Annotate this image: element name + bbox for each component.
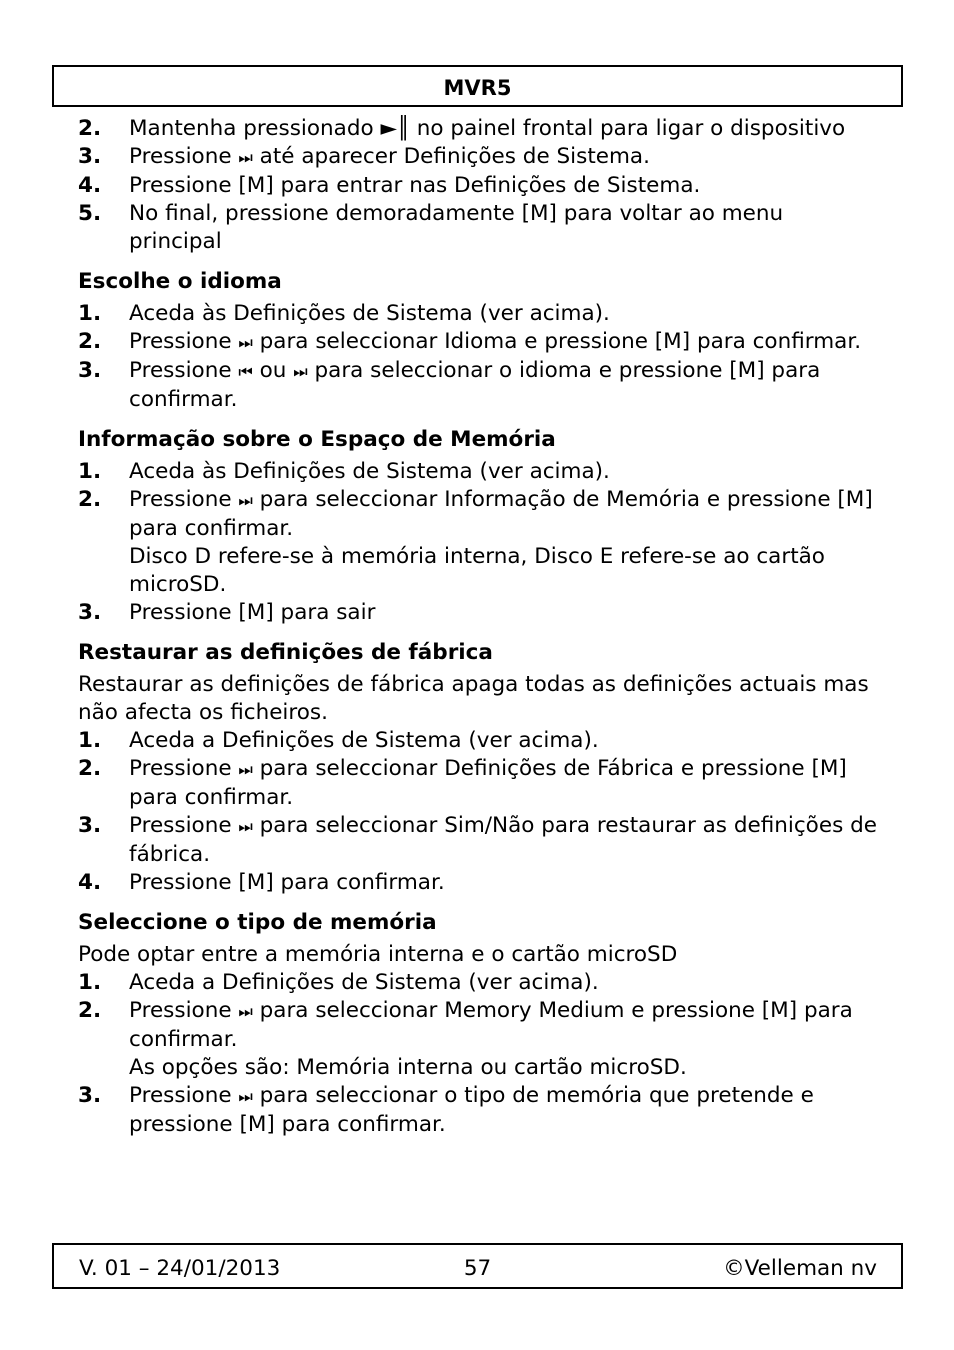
memory-type-steps-list xyxy=(78,969,878,1139)
list-item: 2. Mantenha pressionado ►║ no painel frontal para ligar o dispositivo xyxy=(78,116,846,141)
next-track-icon: ⏭ xyxy=(238,817,253,836)
list-item: 1. Aceda às Definições de Sistema (ver acima). xyxy=(78,301,610,326)
page-header xyxy=(52,65,903,107)
section-intro: Pode optar entre a memória interna e o cartão microSD xyxy=(78,942,678,967)
copyright: ©Velleman nv xyxy=(723,1256,877,1281)
next-track-icon: ⏭ xyxy=(238,148,253,167)
list-item: 1. Aceda às Definições de Sistema (ver acima). xyxy=(78,459,610,484)
model-title: MVR5 xyxy=(443,76,512,100)
section-intro: Restaurar as definições de fábrica apaga todas as definições actuais mas não afecta os ficheiros. xyxy=(78,672,869,725)
step-number: 3. xyxy=(78,813,102,838)
list-item: 3. Pressione ⏭ para seleccionar o tipo de memória que pretende e pressione [M] para confirmar. xyxy=(78,1083,814,1137)
step-number: 3. xyxy=(78,1083,102,1108)
step-number: 2. xyxy=(78,116,102,141)
list-item: 1. Aceda a Definições de Sistema (ver acima). xyxy=(78,970,599,995)
step-number: 3. xyxy=(78,144,102,169)
step-number: 1. xyxy=(78,301,102,326)
step-number: 2. xyxy=(78,998,102,1023)
section-heading-language: Escolhe o idioma xyxy=(78,269,282,294)
list-item: 3. Pressione ⏮ ou ⏭ para seleccionar o idioma e pressione [M] para confirmar. xyxy=(78,358,821,412)
list-item: 5. No final, pressione demoradamente [M] para voltar ao menu principal xyxy=(78,201,784,254)
list-item: 2. Pressione ⏭ para seleccionar Idioma e pressione [M] para confirmar. xyxy=(78,329,862,354)
step-number: 1. xyxy=(78,459,102,484)
list-item: 3. Pressione [M] para sair xyxy=(78,600,376,625)
list-item: 1. Aceda a Definições de Sistema (ver acima). xyxy=(78,728,599,753)
next-track-icon: ⏭ xyxy=(238,1087,253,1106)
next-track-icon: ⏭ xyxy=(293,362,308,381)
play-pause-icon: ►║ xyxy=(380,116,410,141)
list-item: 2. Pressione ⏭ para seleccionar Memory Medium e pressione [M] para confirmar. As opções são: Memória interna ou cartão microSD. xyxy=(78,997,878,1082)
list-item: 4. Pressione [M] para entrar nas Definições de Sistema. xyxy=(78,173,701,198)
memory-info-steps-list xyxy=(78,458,878,627)
section-heading-memory-info: Informação sobre o Espaço de Memória xyxy=(78,427,556,452)
step-number: 4. xyxy=(78,870,102,895)
next-track-icon: ⏭ xyxy=(238,760,253,779)
section-heading-memory-type: Seleccione o tipo de memória xyxy=(78,910,437,935)
list-item: 4. Pressione [M] para confirmar. xyxy=(78,870,445,895)
section-heading-factory-reset: Restaurar as definições de fábrica xyxy=(78,640,493,665)
page-content xyxy=(78,115,878,1139)
language-steps-list xyxy=(78,300,878,414)
version-date: V. 01 – 24/01/2013 xyxy=(79,1256,281,1281)
step-number: 3. xyxy=(78,358,102,383)
list-item: 3. Pressione ⏭ até aparecer Definições de Sistema. xyxy=(78,144,650,169)
intro-steps-list xyxy=(78,115,878,256)
list-item: 2. Pressione ⏭ para seleccionar Informação de Memória e pressione [M] para confirmar. Disco D refere-se à memória interna, Disco E refere-se ao cartão microSD. xyxy=(78,486,878,599)
step-number: 1. xyxy=(78,728,102,753)
step-note: As opções são: Memória interna ou cartão microSD. xyxy=(129,1055,687,1080)
step-number: 2. xyxy=(78,487,102,512)
step-note: Disco D refere-se à memória interna, Disco E refere-se ao cartão microSD. xyxy=(129,544,825,597)
step-number: 2. xyxy=(78,756,102,781)
next-track-icon: ⏭ xyxy=(238,1002,253,1021)
step-number: 2. xyxy=(78,329,102,354)
factory-steps-list xyxy=(78,727,878,897)
previous-track-icon: ⏮ xyxy=(238,362,253,381)
page-footer xyxy=(52,1243,903,1289)
step-number: 5. xyxy=(78,201,102,226)
next-track-icon: ⏭ xyxy=(238,491,253,510)
list-item: 3. Pressione ⏭ para seleccionar Sim/Não para restaurar as definições de fábrica. xyxy=(78,813,877,867)
list-item: 2. Pressione ⏭ para seleccionar Definições de Fábrica e pressione [M] para confirmar. xyxy=(78,756,847,810)
next-track-icon: ⏭ xyxy=(238,333,253,352)
step-number: 1. xyxy=(78,970,102,995)
step-number: 3. xyxy=(78,600,102,625)
step-number: 4. xyxy=(78,173,102,198)
page-number: 57 xyxy=(463,1256,492,1281)
